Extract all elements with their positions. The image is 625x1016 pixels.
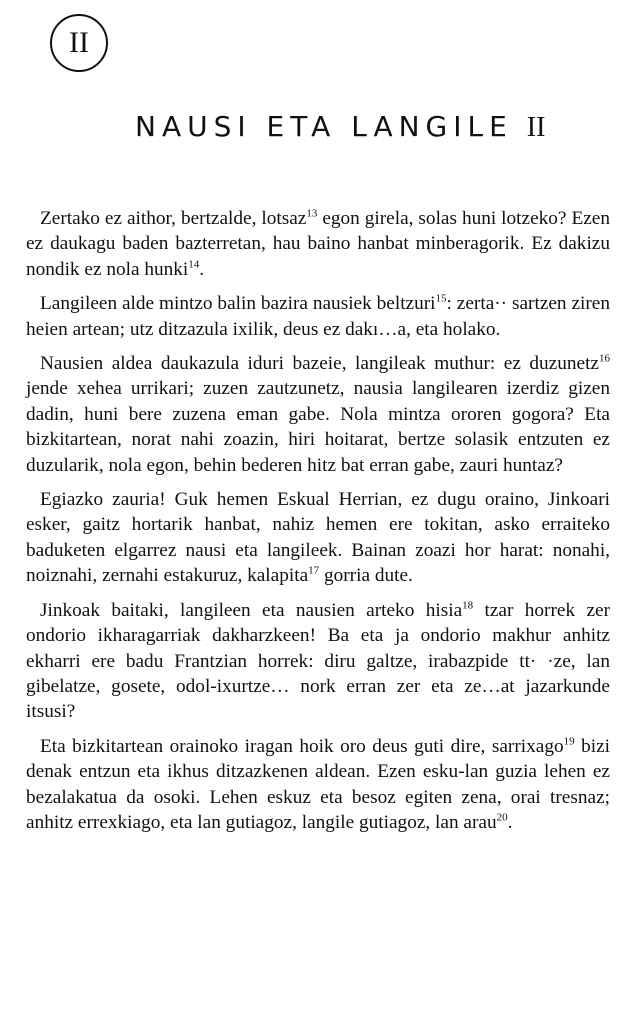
paragraph-text: Jinkoak baitaki, langileen eta nausien arteko hisia [40,599,463,621]
footnote-ref: 19 [563,735,575,748]
paragraph-text: Egiazko zauria! Guk hemen Eskual Herrian, ez dugu oraino, Jinkoari esker, gaitz hortarik hanbat, nahiz hemen ere tokitan, asko erraiteko baduketen elgarrez nausi eta langileek. Bainan zoazi hor harat: nonahi, noiznahi, zernahi estakuruz, kalapita [26,489,610,587]
circle-mark-label: II [69,26,89,59]
paragraph-text: jende xehea urrikari; zuzen zautzunetz, nausia langilearen izerdiz gizen dadin, huni bere zuzena eman gabe. Nola mintza ororen gogora? Eta bizkitartean, norat nahi zoazin, hiri hoitarat, bertze solasik entzuten ez duzularik, nola egon, behin bederen hitz bat erran gabe, zauri huntaz? [26,378,610,476]
paragraph-text: Langileen alde mintzo balin bazira nausiek beltzuri [40,293,436,315]
paragraph [26,598,610,725]
paragraph-text: Nausien aldea daukazula iduri bazeie, langileak muthur: ez duzunetz [40,353,599,375]
footnote-ref: 20 [496,811,508,824]
footnote-ref: 18 [462,599,474,612]
paragraph [26,487,610,589]
footnote-ref: 16 [599,352,610,365]
paragraph [26,206,610,282]
title-text: NAUSI ETA LANGILE [135,110,513,143]
body-text [26,206,610,844]
paragraph-text: . [507,811,513,833]
paragraph-text: egon girela, solas huni lotzeko? Ezen ez daukagu baden bazterretan, hau baino hanbat minberagorik. Ez dakizu nondik ez nola hunki [26,208,610,280]
paragraph-text: Zertako ez aithor, bertzalde, lotsaz [40,208,307,229]
footnote-ref: 17 [308,564,320,577]
paragraph-text: : zerta·· sartzen ziren heien artean; utz ditzazula ixilik, deus ez dakı…a, eta holako. [26,293,611,340]
paragraph-text: tzar horrek zer ondorio ikharagarriak dakharzkeen! Ba eta ja ondorio makhur anhitz ekharri ere badu Frantzian horrek: diru galtze, irabazpide tt· ·ze, lan gibelatze, gosete, odol-ixurtze… nork erran zer eta ze…at jazarkunde itsusi? [26,599,610,723]
footnote-ref: 13 [306,207,318,220]
paragraph [26,291,610,342]
paragraph-text: gorria dute. [319,565,413,587]
page-title [135,110,545,144]
paragraph [26,734,610,836]
paragraph-text: Eta bizkitartean orainoko iragan hoik oro deus guti dire, sarrixago [40,735,564,757]
title-numeral: II [526,112,546,143]
roman-numeral-circle-mark [50,14,108,72]
paragraph-text: bizi denak entzun eta ikhus ditzazkenen aldean. Ezen esku-lan guzia lehen ez bezalakatua da osoki. Lehen eskuz eta besoz egiten zena, orai tresnaz; anhitz errexkiago, eta lan gutiagoz, langile gutiagoz, lan arau [26,735,611,833]
paragraph [26,351,610,478]
footnote-ref: 14 [188,258,200,271]
footnote-ref: 15 [435,292,447,305]
paragraph-text: . [199,258,205,280]
